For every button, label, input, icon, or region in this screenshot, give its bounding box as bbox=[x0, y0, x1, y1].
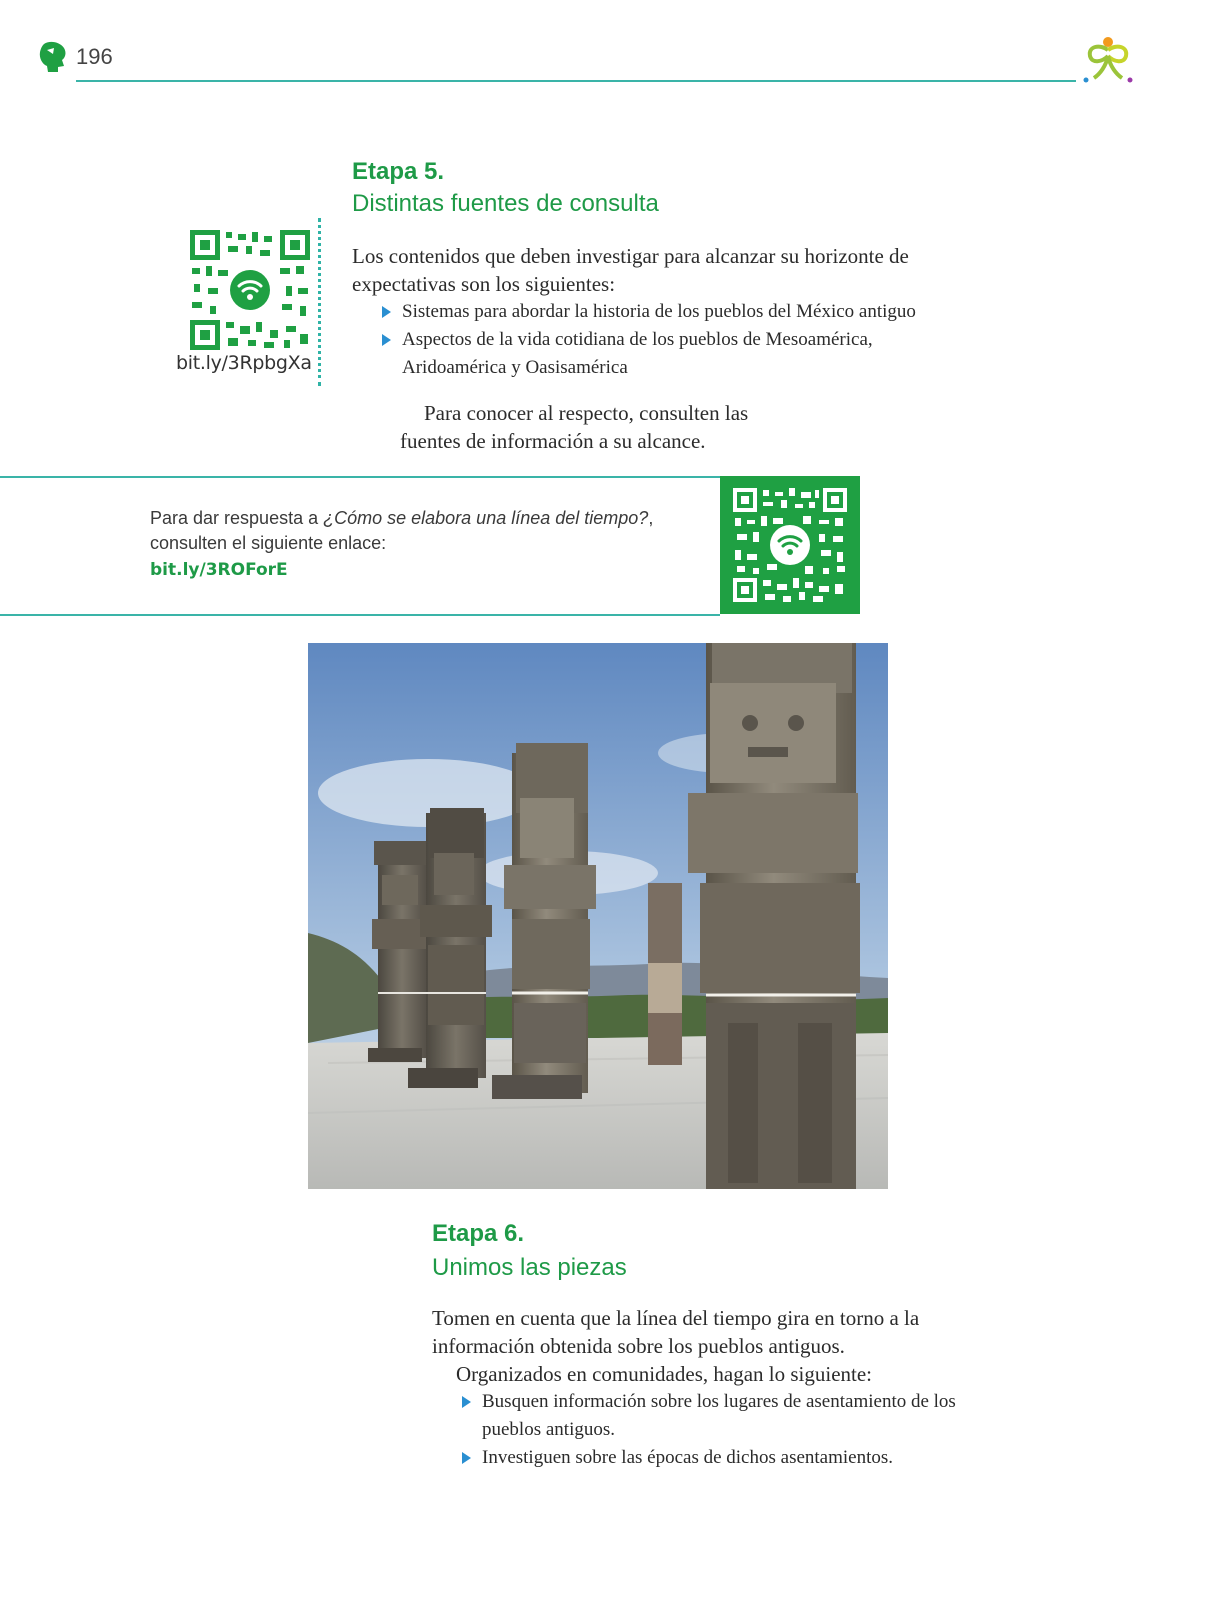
etapa6-intro-line2: información obtenida sobre los pueblos antiguos. bbox=[432, 1334, 845, 1358]
list-item bbox=[458, 1388, 956, 1416]
bullet-arrow-icon bbox=[382, 306, 391, 318]
bullet-text: pueblos antiguos. bbox=[482, 1419, 615, 1440]
linkbox-suffix: , bbox=[648, 508, 654, 528]
etapa5-intro-line2: expectativas son los siguientes: bbox=[352, 272, 616, 296]
list-item bbox=[378, 354, 916, 382]
qr1-url[interactable]: bit.ly/3RpbgXa bbox=[176, 352, 312, 374]
etapa5-title: Distintas fuentes de consulta bbox=[352, 190, 659, 217]
linkbox-question: ¿Cómo se elabora una línea del tiempo? bbox=[323, 508, 649, 528]
atlantes-photo bbox=[308, 643, 888, 1189]
page-number: 196 bbox=[76, 44, 113, 69]
etapa6-intro bbox=[432, 1304, 919, 1388]
bullet-text: Sistemas para abordar la historia de los pueblos del México antiguo bbox=[402, 301, 916, 322]
flower-logo-icon bbox=[1080, 34, 1136, 86]
etapa5-intro-line1: Los contenidos que deben investigar para alcanzar su horizonte de bbox=[352, 244, 909, 268]
qr-code-2[interactable] bbox=[733, 488, 847, 602]
bullet-arrow-icon bbox=[462, 1396, 471, 1408]
bullet-text: Busquen información sobre los lugares de asentamiento de los bbox=[482, 1391, 956, 1412]
bullet-arrow-icon bbox=[382, 334, 391, 346]
bullet-arrow-icon bbox=[462, 1452, 471, 1464]
etapa6-intro-line1: Tomen en cuenta que la línea del tiempo gira en torno a la bbox=[432, 1306, 920, 1330]
etapa6-intro-line3: Organizados en comunidades, hagan lo siguiente: bbox=[456, 1362, 873, 1386]
list-item bbox=[378, 298, 916, 326]
etapa6-bullet-list bbox=[458, 1388, 956, 1472]
etapa5-closing-line1: Para conocer al respecto, consulten las bbox=[424, 401, 749, 425]
qr-code-1[interactable] bbox=[190, 230, 310, 350]
linkbox-prefix: Para dar respuesta a bbox=[150, 508, 324, 528]
linkbox-line1 bbox=[150, 506, 653, 531]
etapa5-intro bbox=[352, 242, 909, 298]
header-rule bbox=[76, 80, 1076, 82]
list-item bbox=[458, 1444, 956, 1472]
etapa6-number: Etapa 6. bbox=[432, 1220, 525, 1247]
etapa5-bullet-list bbox=[378, 298, 916, 382]
list-item bbox=[378, 326, 916, 354]
etapa5-closing-line2: fuentes de información a su alcance. bbox=[400, 429, 706, 453]
etapa6-title: Unimos las piezas bbox=[432, 1254, 627, 1281]
bullet-text: Investiguen sobre las épocas de dichos asentamientos. bbox=[482, 1447, 894, 1468]
bullet-text: Aridoamérica y Oasisamérica bbox=[402, 357, 628, 378]
list-item bbox=[458, 1416, 956, 1444]
etapa5-number: Etapa 5. bbox=[352, 158, 445, 185]
bullet-text: Aspectos de la vida cotidiana de los pueblos de Mesoamérica, bbox=[402, 329, 873, 350]
etapa5-closing bbox=[400, 399, 748, 455]
green-head-icon bbox=[38, 40, 68, 74]
dotted-divider bbox=[318, 218, 321, 386]
linkbox-url-link[interactable]: bit.ly/3ROForE bbox=[150, 560, 288, 580]
linkbox-line2: consulten el siguiente enlace: bbox=[150, 533, 387, 553]
linkbox-text bbox=[150, 506, 653, 556]
